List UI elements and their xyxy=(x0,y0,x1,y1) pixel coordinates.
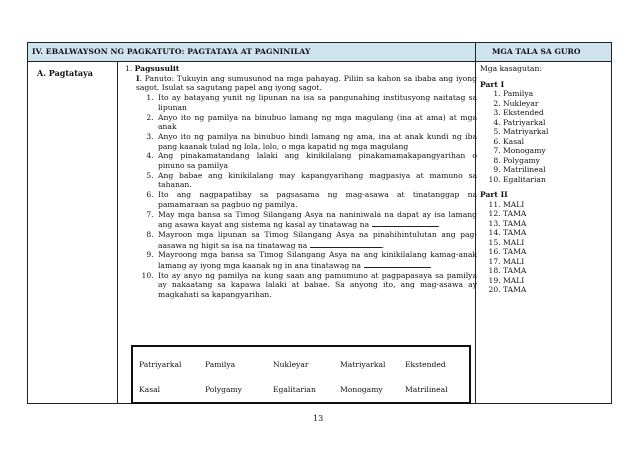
column-divider-left xyxy=(117,61,118,403)
quiz-title: Pagsusulit xyxy=(134,64,180,73)
question-text: Anyo ito ng pamilya na binubuo lamang ng mga magulang (ina at ama) at mga anak xyxy=(158,112,477,132)
answer-item: 13. TAMA xyxy=(503,219,605,229)
notes-title: MGA TALA SA GURO xyxy=(492,47,581,56)
answer-item: 10. Egalitarian xyxy=(503,175,605,185)
question-text: Mayroon mga lipunan sa Timog Silangang Asya na pinahihintulutan ang pag-aasawa ng higit sa isa na tinatawag na xyxy=(158,229,477,250)
word-bank-box xyxy=(131,345,471,404)
choice-word: Pamilya xyxy=(205,360,236,369)
question-item xyxy=(156,93,477,112)
page-number: 13 xyxy=(313,414,324,423)
teacher-notes xyxy=(480,64,605,295)
blank-suffix: . xyxy=(381,240,385,250)
question-item xyxy=(156,190,477,209)
choice-word: Kasal xyxy=(139,385,161,394)
answer-item: 5. Matriyarkal xyxy=(503,127,605,137)
row-label-pagtataya: A. Pagtataya xyxy=(37,68,93,78)
question-text: May mga bansa sa Timog Silangang Asya na naniniwala na dapat ay isa lamang ang asawa kayat ang sistema ng kasal ay tinatawag na xyxy=(158,209,477,230)
answer-item: 16. TAMA xyxy=(503,247,605,257)
quiz-instructions xyxy=(125,74,477,93)
question-item xyxy=(156,230,477,250)
choice-word: Matrilineal xyxy=(405,385,448,394)
answer-item: 6. Kasal xyxy=(503,137,605,147)
choice-word: Polygamy xyxy=(205,385,242,394)
instructions-text: . Panuto: Tukuyin ang sumusunod na mga pahayag. Piliin sa kahon sa ibaba ang iyong sagot. Isulat sa sagutang papel ang iyong sagot. xyxy=(136,73,477,93)
question-item xyxy=(156,132,477,151)
question-item xyxy=(156,271,477,300)
answer-item: 4. Patriyarkal xyxy=(503,118,605,128)
question-text: Ang pinakamatandang lalaki ang kinikilalang pinakamamakapangyarihan o pinuno sa pamilya xyxy=(158,151,477,171)
answer-item: 20. TAMA xyxy=(503,285,605,295)
table-header xyxy=(28,43,611,62)
question-text: Ito ay anyo ng pamilya na kung saan ang pamumuno at pagpapasaya sa pamilya ay nakaatang sa kapawa lalaki at babae. Sa anyong ito, ang mag-asawa ay magkahati sa kapangyarihan. xyxy=(158,270,477,300)
question-item xyxy=(156,250,477,270)
question-text: Mayroong mga bansa sa Timog Silangang Asya na ang kinikilalang kamag-anak lamang ay iyong mga kaanak ng in ana tinatawag na xyxy=(158,250,477,271)
question-text: Ito ang nagpapatibay sa pagsasama ng mag-asawa at tinatanggap na pamamaraan sa pagbuo ng pamilya. xyxy=(158,190,477,209)
answer-item: 1. Pamilya xyxy=(503,89,605,99)
part2-label: Part II xyxy=(480,190,508,199)
question-item xyxy=(156,210,477,230)
answer-item: 11. MALI xyxy=(503,200,605,210)
answer-item: 8. Polygamy xyxy=(503,156,605,166)
choice-word: Patriyarkal xyxy=(139,360,182,369)
question-text: Ito ay batayang yunit ng lipunan na isa sa pangunahing institusyong naitatag sa lipunan xyxy=(158,93,477,112)
choice-word: Egalitarian xyxy=(273,385,316,394)
question-text: Anyo ito ng pamilya na binubuo hindi lamang ng ama, ina at anak kundi ng iba pang kaanak tulad ng lola, lolo, o mga kapatid ng mga magulang xyxy=(158,131,477,151)
blank-suffix: . xyxy=(437,220,440,230)
question-item xyxy=(156,151,477,170)
answer-blank xyxy=(364,260,432,271)
question-text: Ang babae ang kinikilalang may kapangyarihang magpasiya at mamuno sa tahanan. xyxy=(158,170,477,190)
answers-intro: Mga kasagutan: xyxy=(480,64,542,73)
quiz-section xyxy=(125,64,477,300)
quiz-number: 1. xyxy=(125,64,133,73)
question-item xyxy=(156,171,477,190)
choice-word: Nukleyar xyxy=(273,360,309,369)
part2-answer-list xyxy=(480,200,605,295)
answer-blank xyxy=(310,240,385,250)
answer-item: 2. Nukleyar xyxy=(503,99,605,109)
question-list xyxy=(125,93,477,300)
part-label: I xyxy=(136,73,140,83)
answer-item: 19. MALI xyxy=(503,276,605,286)
answer-item: 7. Monogamy xyxy=(503,146,605,156)
section-title: IV. EBALWAYSON NG PAGKATUTO: PAGTATAYA AT PAGNINILAY xyxy=(32,47,311,56)
blank-suffix: . xyxy=(429,261,432,271)
answer-item: 15. MALI xyxy=(503,238,605,248)
choice-word: Monogamy xyxy=(340,385,383,394)
question-item xyxy=(156,113,477,132)
lesson-table xyxy=(27,42,612,404)
choice-word: Matriyarkal xyxy=(340,360,386,369)
choice-word: Ekstended xyxy=(405,360,446,369)
answer-item: 18. TAMA xyxy=(503,266,605,276)
answer-blank xyxy=(372,219,440,230)
answer-item: 9. Matrilineal xyxy=(503,165,605,175)
answer-item: 12. TAMA xyxy=(503,209,605,219)
part1-answer-list xyxy=(480,89,605,184)
part1-label: Part I xyxy=(480,79,505,89)
answer-item: 17. MALI xyxy=(503,257,605,267)
answer-item: 14. TAMA xyxy=(503,228,605,238)
answer-item: 3. Ekstended xyxy=(503,108,605,118)
